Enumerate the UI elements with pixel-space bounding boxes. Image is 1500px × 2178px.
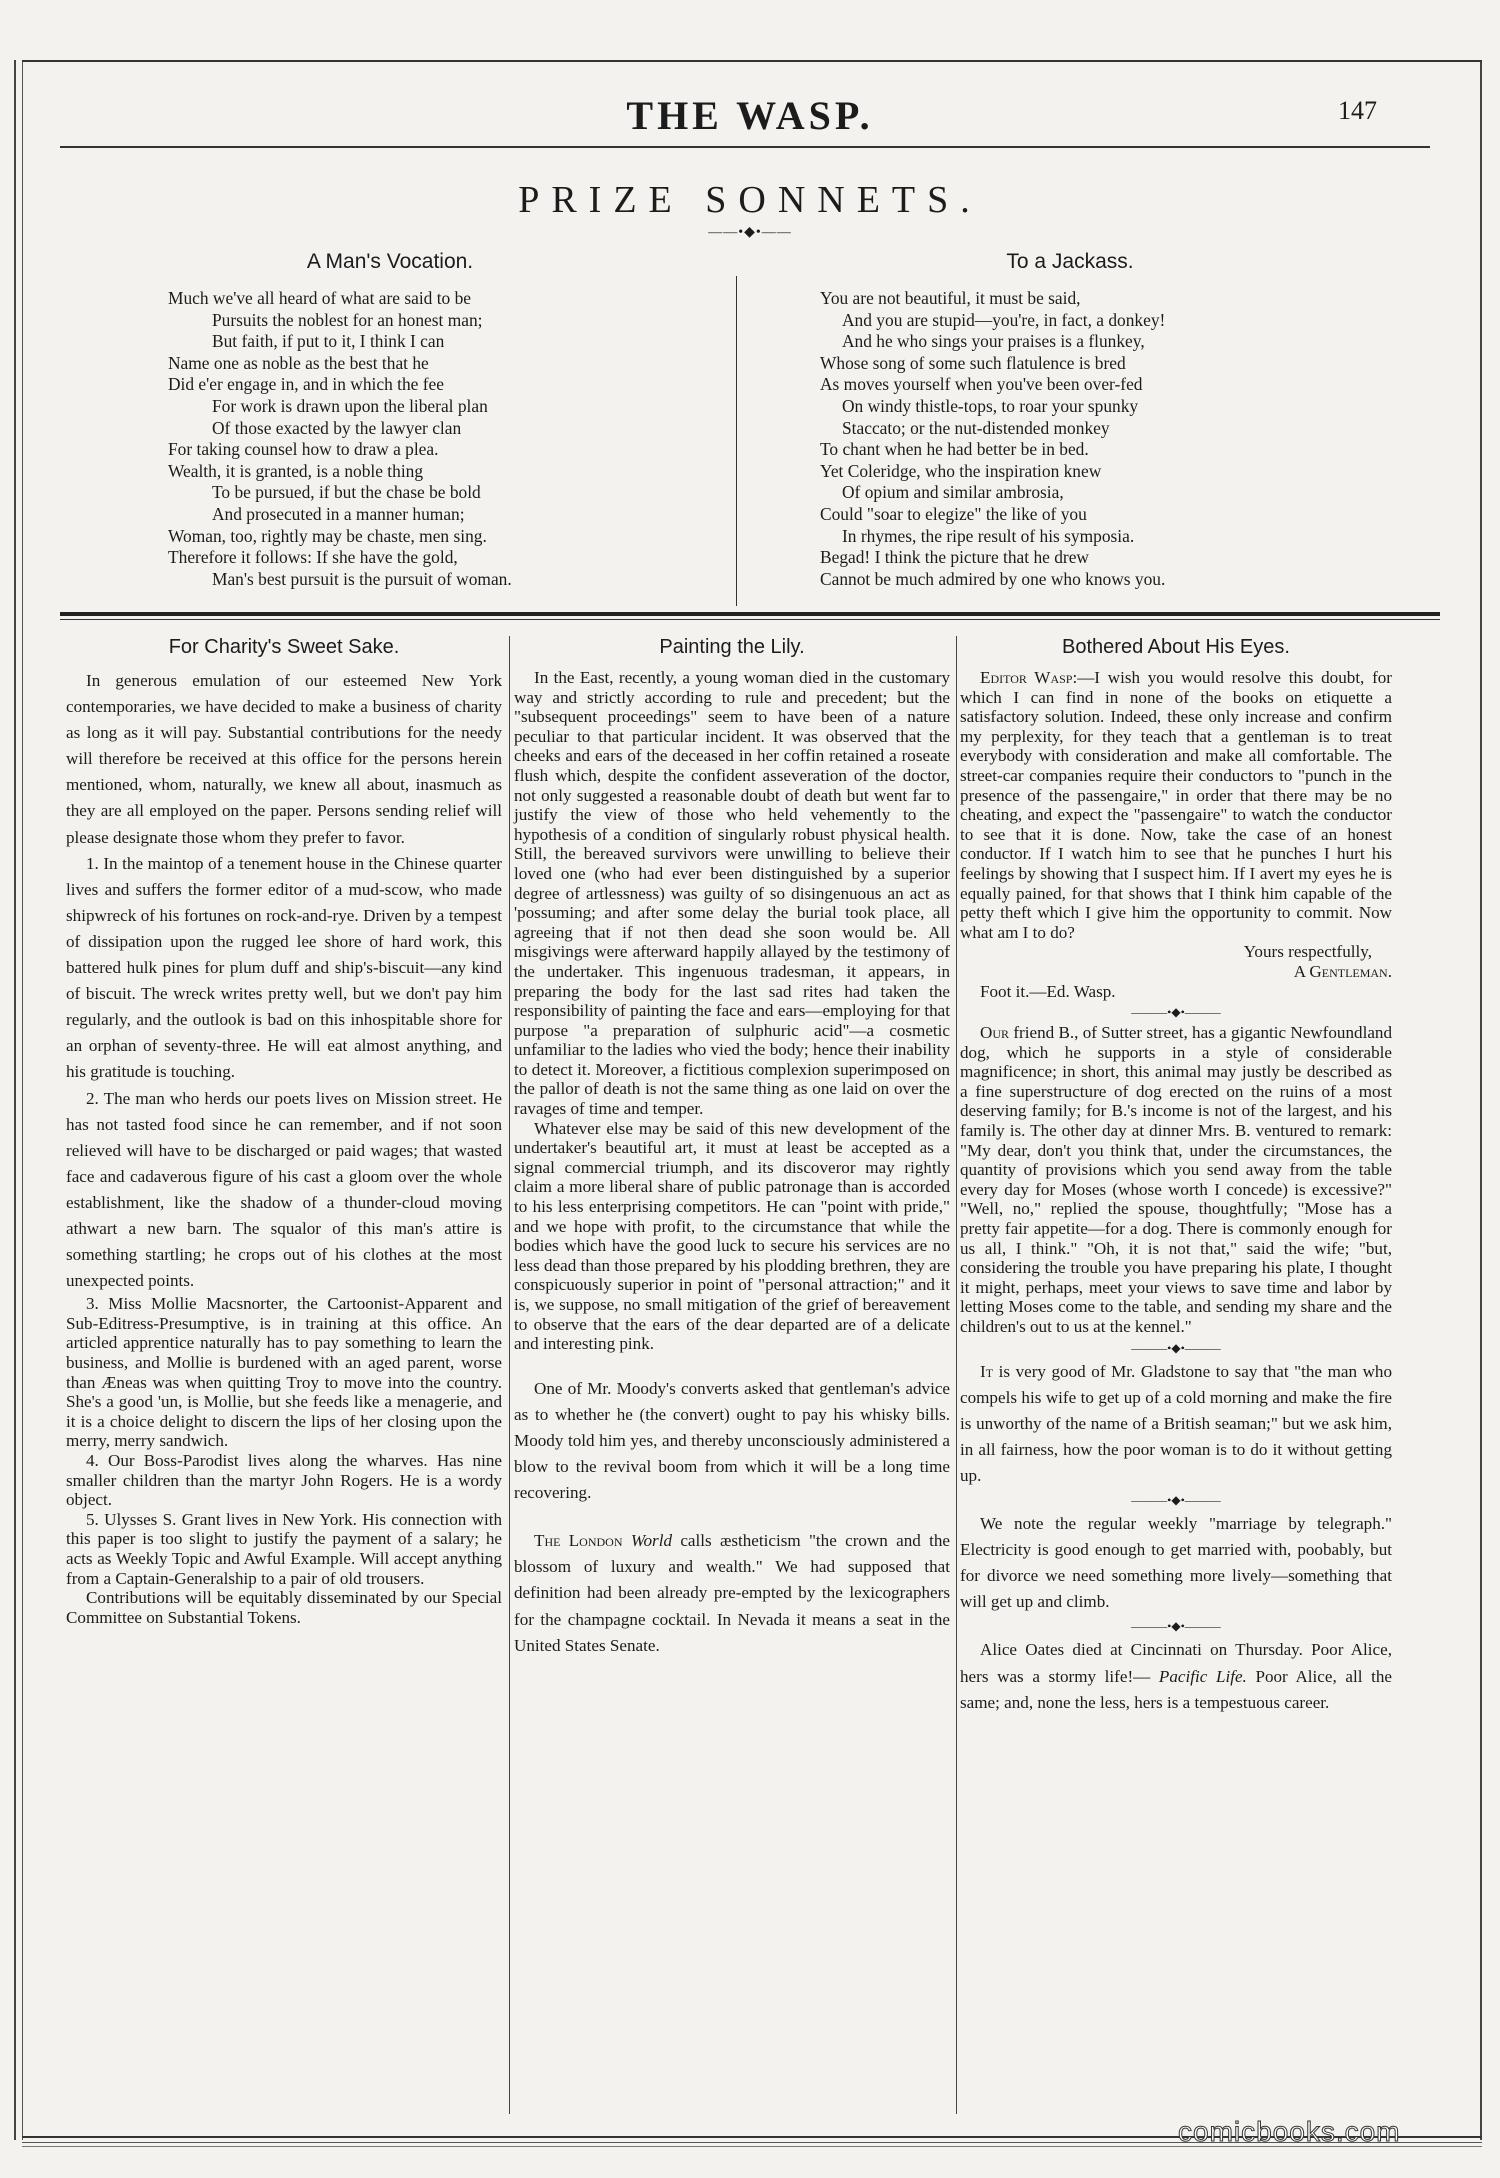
- article-paragraph: Whatever else may be said of this new development of the undertaker's beautiful art, it must at least be accepted as a signal commercial triumph, and its discoveror may rightly claim a more liberal share of public patronage than is accorded to his less enterprising competitors. He can "point with pride," and we hope with profit, to the circumstance that while the bodies which have the good luck to secure his services are no less dead than those prepared by his plodding brethren, they are conspicuously superior in point of "personal attraction;" and it is, we suppose, no small mitigation of the grief of bereavement to observe that the ears of the dear departed are of a delicate and interesting pink.: [514, 1118, 950, 1354]
- sonnet-mans-vocation: [168, 288, 728, 590]
- separator-ornament: ———•◆•———: [1131, 1340, 1221, 1355]
- article-title-charity: For Charity's Sweet Sake.: [168, 636, 400, 658]
- inline-text: It: [980, 1361, 994, 1381]
- article-paragraph: In generous emulation of our esteemed New York contemporaries, we have decided to make a business of charity as long as it will pay. Substantial contributions for the needy will therefore be received at this office for the persons herein mentioned, whom, naturally, we knew all about, inasmuch as they are all employed on the paper. Persons sending relief will please designate those whom they prefer to favor.: [66, 671, 502, 847]
- page-border-left: [14, 60, 16, 2140]
- sonnet-line: To chant when he had better be in bed.: [820, 439, 1089, 460]
- inline-text: is very good of Mr. Gladstone to say that "the man who compels his wife to get up of a cold morning and make the fire is unworthy of the name of a British seaman;" but we ask him, in all fairness, how the poor woman is to do it without getting up.: [960, 1361, 1393, 1485]
- column-rule-1: [509, 636, 510, 2114]
- sonnet-line: Of those exacted by the lawyer clan: [212, 417, 462, 438]
- separator-ornament: ———•◆•———: [1131, 1619, 1221, 1634]
- article-title-eyes: Bothered About His Eyes.: [1062, 636, 1290, 658]
- page-number: 147: [1338, 96, 1377, 125]
- sonnet-line: You are not beautiful, it must be said,: [820, 288, 1081, 308]
- sonnet-line: Pursuits the noblest for an honest man;: [212, 309, 483, 330]
- sonnet-line: Therefore it follows: If she have the gold,: [168, 547, 458, 568]
- article-paragraph: Contributions will be equitably disseminated by our Special Committee on Substantial Tokens.: [66, 1588, 502, 1627]
- section-rule-thin: [60, 619, 1440, 620]
- masthead-title: THE WASP.: [626, 93, 874, 138]
- column-eyes: [960, 634, 1392, 1716]
- article-paragraph: [960, 1637, 1392, 1715]
- page-border-left-inner: [22, 60, 23, 2140]
- page-border-top: [22, 60, 1482, 62]
- article-title-lily: Painting the Lily.: [659, 636, 805, 658]
- sonnet-line: Staccato; or the nut-distended monkey: [842, 417, 1110, 438]
- sonnet-line: But faith, if put to it, I think I can: [212, 331, 445, 352]
- article-paragraph: 3. Miss Mollie Macsnorter, the Cartoonist-Apparent and Sub-Editress-Presumptive, is in training at this office. An articled apprentice naturally has to pay something to learn the business, and Mollie is burdened with an aged parent, worse than Æneas was when quitting Troy to move into the country. She's a good 'un, is Mollie, but she feeds like a menagerie, and it is a choice delight to discern the lips of her closing upon the merry, merry sandwich.: [66, 1294, 502, 1451]
- article-paragraph: [960, 668, 1392, 942]
- sonnet-line: And you are stupid—you're, in fact, a donkey!: [842, 309, 1166, 330]
- publication-name: Pacific Life.: [1158, 1666, 1247, 1686]
- sonnet-line: Much we've all heard of what are said to be: [168, 288, 472, 308]
- sonnet-divider: [736, 276, 737, 606]
- publication-name: World: [630, 1531, 672, 1551]
- sonnet-line: Did e'er engage in, and in which the fee: [168, 374, 444, 395]
- editor-reply: Foot it.—Ed. Wasp.: [980, 981, 1116, 1001]
- signature: A Gentleman.: [1293, 961, 1392, 981]
- article-paragraph: 4. Our Boss-Parodist lives along the wharves. Has nine smaller children than the martyr John Rogers. He is a wordy object.: [66, 1451, 502, 1510]
- title-ornament: ——•◆•——: [708, 225, 792, 240]
- inline-text: The London: [534, 1531, 623, 1551]
- sonnet-line: In rhymes, the ripe result of his symposia.: [842, 525, 1135, 546]
- inline-text: :—I wish you would resolve this doubt, for which I can find in none of the books on etiquette a satisfactory solution. Indeed, these only increase and confirm my perplexity, for they teach that a gentleman is to treat everybody with consideration and make all comfortable. The street-car companies require their conductors to "punch in the presence of the passengaire," in order that there may be no cheating, and expect the "passengaire" to watch the conductor to see that it is done. Now, take the case of an honest conductor. If I watch him to see that he punches I hurt his feelings by showing that I suspect him. If I avert my eyes he is equally pained, for that shows that I think him capable of the petty theft which I give him the opportunity to commit. Now what am I to do?: [960, 668, 1392, 942]
- sonnet-line: For taking counsel how to draw a plea.: [168, 439, 439, 460]
- inline-text: friend B., of Sutter street, has a gigantic Newfoundland dog, which he supports in a style of considerable magnificence; in short, this animal may justly be described as a fine superstructure of dog erected on the ruins of a most deserving family; for B.'s income is not of the largest, and his family is. The other day at dinner Mrs. B. ventured to remark: "My dear, don't you think that, under the circumstances, the quantity of provisions which you send away from the table every day for Moses (whose worth I concede) is excessive?" "Well, no," replied the spouse, thoughtfully; "Mose has a pretty fair appetite—for a dog. There is commonly enough for us all, I think." "Oh, it is not that," said the wife; "but, considering the trouble you have preparing his plate, I thought it might, perhaps, meet your views to save time and labor by letting Moses come to the table, and sending my share and the children's out to us at the kennel.": [960, 1023, 1392, 1336]
- article-paragraph: [960, 1359, 1392, 1489]
- column-lily: [514, 634, 950, 1659]
- article-paragraph: [514, 1528, 950, 1658]
- article-paragraph: 2. The man who herds our poets lives on Mission street. He has not tasted food since he can remember, and if not soon relieved will have to be discharged or paid wages; that wasted face and cadaverous figure of his cast a gloom over the whole establishment, like the shadow of a thunder-cloud moving athwart a new barn. The squalor of this man's attire is something startling; he crops out of his clothes at the most unexpected points.: [66, 1088, 502, 1291]
- salutation: Editor Wasp: [980, 668, 1073, 687]
- paragraph-gap: [514, 1354, 950, 1376]
- sonnet-line: Man's best pursuit is the pursuit of woman.: [212, 568, 512, 589]
- sonnet-line: And he who sings your praises is a flunkey,: [842, 331, 1145, 352]
- separator-ornament: ———•◆•———: [1131, 1493, 1221, 1508]
- column-rule-2: [956, 636, 957, 2114]
- sonnet-line: Cannot be much admired by one who knows you.: [820, 568, 1166, 589]
- sonnet-line: On windy thistle-tops, to roar your spunky: [842, 395, 1139, 416]
- column-charity: [66, 634, 502, 1627]
- inline-text: Our: [980, 1023, 1010, 1043]
- sonnet-line: To be pursued, if but the chase be bold: [212, 482, 481, 503]
- watermark: comicbooks.com: [1178, 2116, 1401, 2147]
- sonnet-line: Name one as noble as the best that he: [168, 352, 429, 373]
- inline-text: Poor Alice, all the same; and, none the less, hers is a tempestuous career.: [960, 1666, 1392, 1712]
- sonnet-line: Woman, too, rightly may be chaste, men sing.: [168, 525, 487, 546]
- masthead-rule: [60, 146, 1430, 148]
- article-paragraph: 1. In the maintop of a tenement house in the Chinese quarter lives and suffers the former editor of a mud-scow, who made shipwreck of his fortunes on rock-and-rye. Driven by a tempest of dissipation upon the rugged lee shore of hard work, this battered hulk pines for plum duff and ship's-biscuit—any kind of biscuit. The wreck writes pretty well, but we don't pay him regularly, and the outlook is bad on this inhospitable shore for an orphan of seventy-three. He will eat almost anything, and his gratitude is touching.: [66, 853, 502, 1082]
- page-border-right: [1480, 60, 1482, 2140]
- sonnet-line: Yet Coleridge, who the inspiration knew: [820, 460, 1102, 481]
- article-paragraph: [960, 1023, 1392, 1337]
- sonnet-line: Whose song of some such flatulence is bred: [820, 352, 1126, 373]
- section-title: PRIZE SONNETS.: [518, 179, 982, 221]
- sonnet-line: Begad! I think the picture that he drew: [820, 547, 1089, 568]
- sonnet-to-a-jackass: [820, 288, 1440, 590]
- inline-text: Alice Oates died at Cincinnati on Thursday. Poor Alice, hers was a stormy life!—: [960, 1640, 1392, 1686]
- article-paragraph: 5. Ulysses S. Grant lives in New York. His connection with this paper is too slight to justify the payment of a salary; he acts as Weekly Topic and Awful Example. Will accept anything from a Captain-Generalship to a pair of old trousers.: [66, 1509, 502, 1588]
- article-paragraph: In the East, recently, a young woman died in the customary way and strictly according to rule and precedent; but the "subsequent proceedings" seem to have been of a nature peculiar to that particular incident. It was observed that the cheeks and ears of the deceased in her coffin retained a roseate flush which, despite the confident asseveration of the doctor, not only suggested a reasonable doubt of death but went far to justify the view of those who held vehemently to the hypothesis of a condition of singularly robust physical health. Still, the bereaved survivors were unwilling to believe their loved one (who had ever been distinguished by a superior degree of artlessness) was guilty of so disingenuous an act as 'possuming; and after some delay the burial took place, all agreeing that if not then dead she soon would be. All misgivings were afterward happily allayed by the testimony of the undertaker. This ingenuous tradesman, it appears, in preparing the body for the last sad rites had taken the responsibility of painting the face and ears—employing for that purpose "a preparation of sulphuric acid"—a cosmetic unfamiliar to the ladies who vied the body; hence their inability to detect it. Moreover, a fictitious complexion superimposed on the pallor of death is not the same thing as one laid on over the ravages of time and temper.: [514, 668, 950, 1119]
- sonnet-title-to-a-jackass: To a Jackass.: [1006, 250, 1134, 273]
- sonnet-title-mans-vocation: A Man's Vocation.: [306, 250, 474, 273]
- article-paragraph: We note the regular weekly "marriage by telegraph." Electricity is good enough to get married with, poobably, but for divorce we need something more lively—something that will get up and climb.: [960, 1514, 1392, 1612]
- section-rule-thick: [60, 612, 1440, 616]
- inline-text: calls æstheticism "the crown and the blossom of luxury and wealth." We had supposed that definition had been already pre-empted by the lexicographers for the champagne cocktail. In Nevada it means a seat in the United States Senate.: [514, 1531, 951, 1655]
- article-paragraph: One of Mr. Moody's converts asked that gentleman's advice as to whether he (the convert) ought to pay his whisky bills. Moody told him yes, and thereby unconsciously administered a blow to the revival boom from which it will be a long time recovering.: [514, 1378, 950, 1503]
- signoff: Yours respectfully,: [1243, 942, 1372, 962]
- separator-ornament: ———•◆•———: [1131, 1005, 1221, 1020]
- sonnet-line: Could "soar to elegize" the like of you: [820, 503, 1087, 524]
- sonnet-line: And prosecuted in a manner human;: [212, 503, 465, 524]
- paragraph-gap: [514, 1506, 950, 1528]
- sonnet-line: Of opium and similar ambrosia,: [842, 482, 1064, 503]
- sonnet-line: Wealth, it is granted, is a noble thing: [168, 460, 424, 481]
- sonnet-line: For work is drawn upon the liberal plan: [212, 395, 488, 416]
- sonnet-line: As moves yourself when you've been over-fed: [820, 374, 1143, 395]
